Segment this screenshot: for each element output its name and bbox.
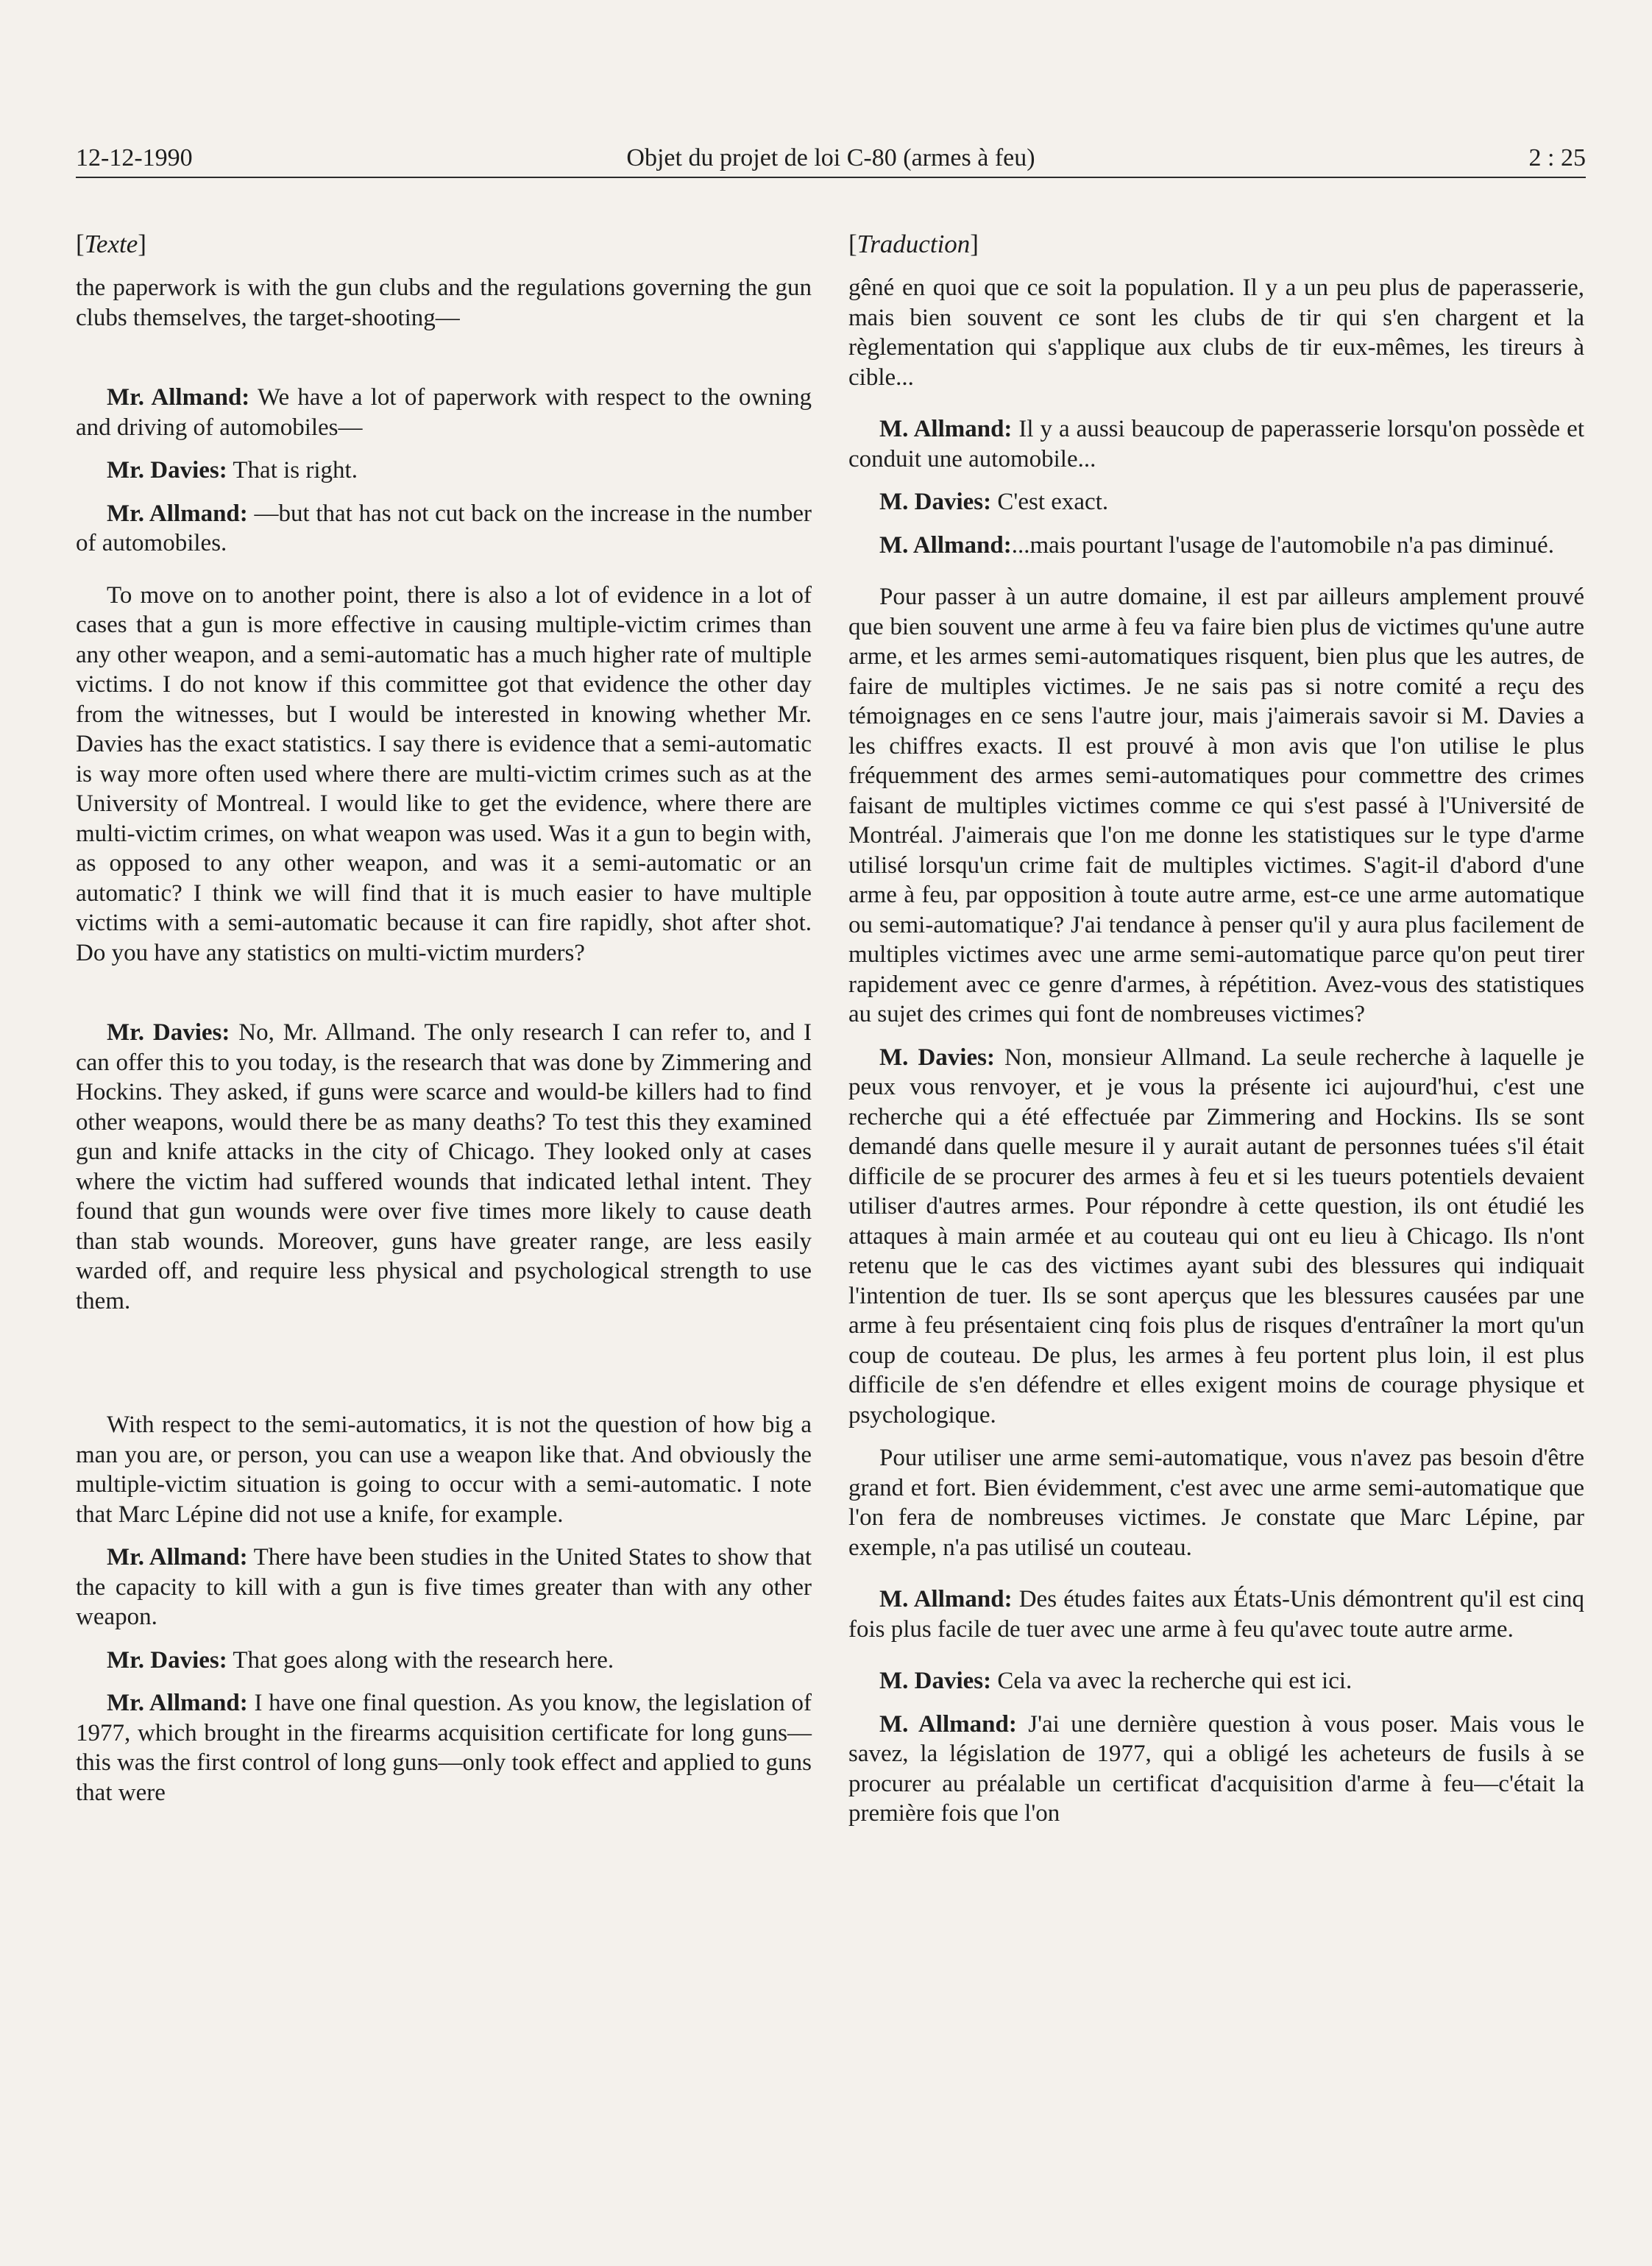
speaker-name: Mr. Davies:: [107, 1019, 230, 1046]
paragraph: Mr. Allmand: We have a lot of paperwork with respect to the owning and driving of automobiles—: [76, 384, 812, 441]
speaker-name: M. Davies:: [879, 1044, 995, 1071]
paragraph: M. Davies: Non, monsieur Allmand. La seule recherche à laquelle je peux vous renvoyer, et je vous la présente ici aujourd'hui, c'est une recherche qui a été effectuée par Zimmering and Hockins. Ils se sont demandé dans quelle mesure il y aurait autant de personnes tuées s'il était difficile de se procurer des armes à feu et si les tueurs potentiels devaient utiliser d'autres armes. Pour répondre à cette question, ils ont étudié les attaques à main armée et au couteau qui ont eu lieu à Chicago. Ils n'ont retenu que le cas des victimes ayant subi des blessures qui indiquait l'intention de tuer. Ils se sont aperçus que les blessures causées par une arme à feu présentaient cinq fois plus de risques d'entraîner la mort qu'un coup de couteau. De plus, les armes à feu portent plus loin, il est plus difficile de s'en défendre et elles exigent moins de courage physique et psychologique.: [848, 1044, 1584, 1428]
paragraph: M. Davies: C'est exact.: [879, 489, 1109, 515]
speaker-name: M. Allmand:: [879, 416, 1013, 442]
paragraph: Mr. Allmand: —but that has not cut back on the increase in the number of automobiles.: [76, 500, 812, 556]
paragraph: Pour passer à un autre domaine, il est par ailleurs amplement prouvé que bien souvent une arme à feu va faire bien plus de victimes qu'une autre arme, et les armes semi-automatiques risquent, bien plus que les autres, de faire de multiples victimes. Je ne sais pas si notre comité a reçu des témoignages en ce sens l'autre jour, mais j'aimerais savoir si M. Davies a les chiffres exacts. Il est prouvé à mon avis que l'on utilise le plus fréquemment des armes semi-automatiques pour commettre des crimes faisant de multiples victimes comme ce qui s'est passé à l'Université de Montréal. J'aimerais que l'on me donne les statistiques sur le type d'arme utilisé lorsqu'un crime fait de multiples victimes. S'agit-il d'abord d'une arme à feu, par opposition à toute autre arme, est-ce une arme automatique ou semi-automatique? J'ai tendance à penser qu'il y aura plus facilement de multiples victimes avec une arme semi-automatique parce qu'on peut tirer rapidement avec ce genre d'armes, à répétition. Avez-vous des statistiques au sujet des crimes qui font de nombreuses victimes?: [848, 584, 1584, 1027]
paragraph: M. Allmand: Des études faites aux États-Unis démontrent qu'il est cinq fois plus facile de tuer avec une arme à feu qu'avec toute autre arme.: [848, 1586, 1584, 1643]
paragraph: M. Allmand: J'ai une dernière question à vous poser. Mais vous le savez, la législation de 1977, qui a obligé les acheteurs de fusils à se procurer au préalable un certificat d'acquisition d'arme à feu—c'était la première fois que l'on: [848, 1710, 1584, 1827]
paragraph: the paperwork is with the gun clubs and the regulations governing the gun clubs themselves, the target-shooting—: [76, 275, 812, 331]
paragraph: M. Allmand: Il y a aussi beaucoup de paperasserie lorsqu'on possède et conduit une automobile...: [848, 416, 1584, 472]
paragraph: Mr. Davies: That goes along with the research here.: [107, 1646, 614, 1674]
page-header: [76, 132, 1586, 178]
speaker-name: M. Davies:: [879, 489, 992, 515]
speaker-name: M. Allmand:: [879, 1710, 1017, 1738]
paragraph: gêné en quoi que ce soit la population. Il y a un peu plus de paperasserie, mais bien souvent ce sont les clubs de tir qui s'en chargent et la règlementation qui s'applique aux clubs de tir eux-mêmes, les tireurs à cible...: [848, 275, 1584, 391]
speaker-name: Mr. Allmand:: [107, 384, 250, 411]
speaker-name: M. Davies:: [879, 1668, 992, 1694]
speaker-name: Mr. Allmand:: [107, 1690, 248, 1716]
speaker-name: Mr. Allmand:: [107, 1544, 248, 1571]
column-label: [Traduction]: [848, 230, 979, 258]
paragraph: With respect to the semi-automatics, it is not the question of how big a man you are, or person, you can use a weapon like that. And obviously the multiple-victim situation is going to occur with a semi-automatic. I note that Marc Lépine did not use a knife, for example.: [76, 1412, 812, 1528]
paragraph: Mr. Allmand: There have been studies in the United States to show that the capacity to kill with a gun is five times greater than with any other weapon.: [76, 1544, 812, 1630]
paragraph: M. Davies: Cela va avec la recherche qui est ici.: [879, 1668, 1353, 1694]
speaker-name: Mr. Davies:: [107, 1646, 227, 1674]
paragraph: M. Allmand:...mais pourtant l'usage de l'automobile n'a pas diminué.: [879, 531, 1554, 559]
speaker-name: Mr. Davies:: [107, 457, 227, 484]
text-column-french: [848, 224, 1584, 1829]
speaker-name: M. Allmand:: [879, 1586, 1013, 1612]
paragraph: Mr. Allmand: I have one final question. As you know, the legislation of 1977, which brought in the firearms acquisition certificate for long guns—this was the first control of long guns—only took effect and applied to guns that were: [76, 1690, 812, 1806]
paragraph: Mr. Davies: That is right.: [107, 457, 358, 484]
column-label: [Texte]: [76, 230, 146, 258]
header-page-number: 2 : 25: [1528, 144, 1586, 171]
paragraph: Mr. Davies: No, Mr. Allmand. The only research I can refer to, and I can offer this to you today, is the research that was done by Zimmering and Hockins. They asked, if guns were scarce and would-be killers had to find other weapons, would there be as many deaths? To test this they examined gun and knife attacks in the city of Chicago. They looked only at cases where the victim had suffered wounds that indicated lethal intent. They found that gun wounds were over five times more likely to cause death than stab wounds. Moreover, guns have greater range, are less easily warded off, and require less physical and psychological strength to use them.: [76, 1019, 812, 1314]
speaker-name: Mr. Allmand:: [107, 500, 248, 527]
text-column-english: [76, 224, 812, 1808]
header-date: 12-12-1990: [76, 144, 193, 171]
speaker-name: M. Allmand:: [879, 531, 1012, 559]
paragraph: To move on to another point, there is also a lot of evidence in a lot of cases that a gun is more effective in causing multiple-victim crimes than any other weapon, and a semi-automatic has a much higher rate of multiple victims. I do not know if this committee got that evidence the other day from the witnesses, but I would be interested in knowing whether Mr. Davies has the exact statistics. I say there is evidence that a semi-automatic is way more often used where there are multi-victim crimes such as at the University of Montreal. I would like to get the evidence, where there are multi-victim crimes, on what weapon was used. Was it a gun to begin with, as opposed to any other weapon, and was it a semi-automatic or an automatic? I think we will find that it is much easier to have multiple victims with a semi-automatic because it can fire rapidly, shot after shot. Do you have any statistics on multi-victim murders?: [76, 581, 812, 966]
paragraph: Pour utiliser une arme semi-automatique, vous n'avez pas besoin d'être grand et fort. Bien évidemment, c'est avec une arme semi-automatique que l'on fera de nombreuses victimes. Je constate que Marc Lépine, par exemple, n'a pas utilisé un couteau.: [848, 1445, 1584, 1561]
header-title: Objet du projet de loi C-80 (armes à feu): [626, 144, 1035, 171]
